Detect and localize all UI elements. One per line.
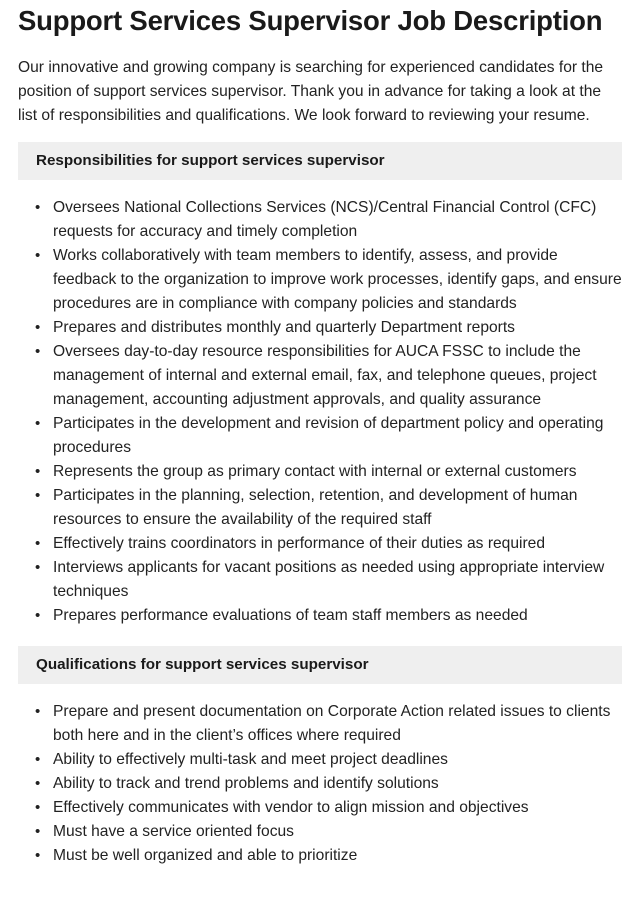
list-item-text: Prepare and present documentation on Corporate Action related issues to clients both here and in the client’s offices where required	[53, 703, 611, 744]
bullet-icon: •	[35, 415, 41, 432]
bullet-icon: •	[35, 463, 41, 480]
bullet-icon: •	[35, 199, 41, 216]
list-item-text: Interviews applicants for vacant positions as needed using appropriate interview techniques	[53, 559, 605, 600]
list-item-text: Works collaboratively with team members to identify, assess, and provide feedback to the organization to improve work processes, identify gaps, and ensure procedures are in compliance with company policies and standards	[53, 247, 622, 312]
page-title: Support Services Supervisor Job Description	[18, 5, 603, 36]
bullet-icon: •	[35, 535, 41, 552]
list-item	[18, 556, 622, 604]
bullet-icon: •	[35, 751, 41, 768]
list-item-text: Oversees day-to-day resource responsibilities for AUCA FSSC to include the management of internal and external email, fax, and telephone queues, project management, accounting adjustment approvals, and quality assurance	[53, 343, 597, 408]
bullet-icon: •	[35, 607, 41, 624]
list-item	[18, 772, 622, 796]
intro-paragraph: Our innovative and growing company is searching for experienced candidates for the position of support services supervisor. Thank you in advance for taking a look at the list of responsibilities and qualifications. We look forward to reviewing your resume.	[18, 59, 604, 124]
list-item	[18, 484, 622, 532]
qualifications-heading: Qualifications for support services supervisor	[18, 646, 622, 684]
list-item	[18, 844, 622, 868]
list-item-text: Oversees National Collections Services (NCS)/Central Financial Control (CFC) requests for accuracy and timely completion	[53, 199, 597, 240]
list-item	[18, 604, 622, 628]
list-item-text: Effectively communicates with vendor to align mission and objectives	[53, 799, 529, 816]
list-item	[18, 748, 622, 772]
bullet-icon: •	[35, 343, 41, 360]
list-item	[18, 340, 622, 412]
bullet-icon: •	[35, 823, 41, 840]
list-item-text: Prepares and distributes monthly and quarterly Department reports	[53, 319, 515, 336]
bullet-icon: •	[35, 799, 41, 816]
qualifications-list	[18, 700, 622, 868]
bullet-icon: •	[35, 319, 41, 336]
list-item	[18, 412, 622, 460]
bullet-icon: •	[35, 487, 41, 504]
list-item-text: Must have a service oriented focus	[53, 823, 294, 840]
list-item	[18, 316, 622, 340]
bullet-icon: •	[35, 775, 41, 792]
list-item-text: Must be well organized and able to prioritize	[53, 847, 358, 864]
list-item-text: Prepares performance evaluations of team staff members as needed	[53, 607, 528, 624]
bullet-icon: •	[35, 703, 41, 720]
list-item-text: Ability to effectively multi-task and meet project deadlines	[53, 751, 448, 768]
list-item	[18, 796, 622, 820]
list-item	[18, 196, 622, 244]
list-item	[18, 244, 622, 316]
list-item-text: Effectively trains coordinators in performance of their duties as required	[53, 535, 546, 552]
list-item	[18, 532, 622, 556]
list-item	[18, 700, 622, 748]
bullet-icon: •	[35, 847, 41, 864]
list-item-text: Participates in the development and revision of department policy and operating procedures	[53, 415, 604, 456]
responsibilities-list	[18, 196, 622, 628]
list-item-text: Ability to track and trend problems and identify solutions	[53, 775, 439, 792]
bullet-icon: •	[35, 559, 41, 576]
list-item-text: Participates in the planning, selection, retention, and development of human resources to ensure the availability of the required staff	[53, 487, 578, 528]
list-item	[18, 820, 622, 844]
responsibilities-heading: Responsibilities for support services supervisor	[18, 142, 622, 180]
bullet-icon: •	[35, 247, 41, 264]
list-item-text: Represents the group as primary contact with internal or external customers	[53, 463, 577, 480]
list-item	[18, 460, 622, 484]
